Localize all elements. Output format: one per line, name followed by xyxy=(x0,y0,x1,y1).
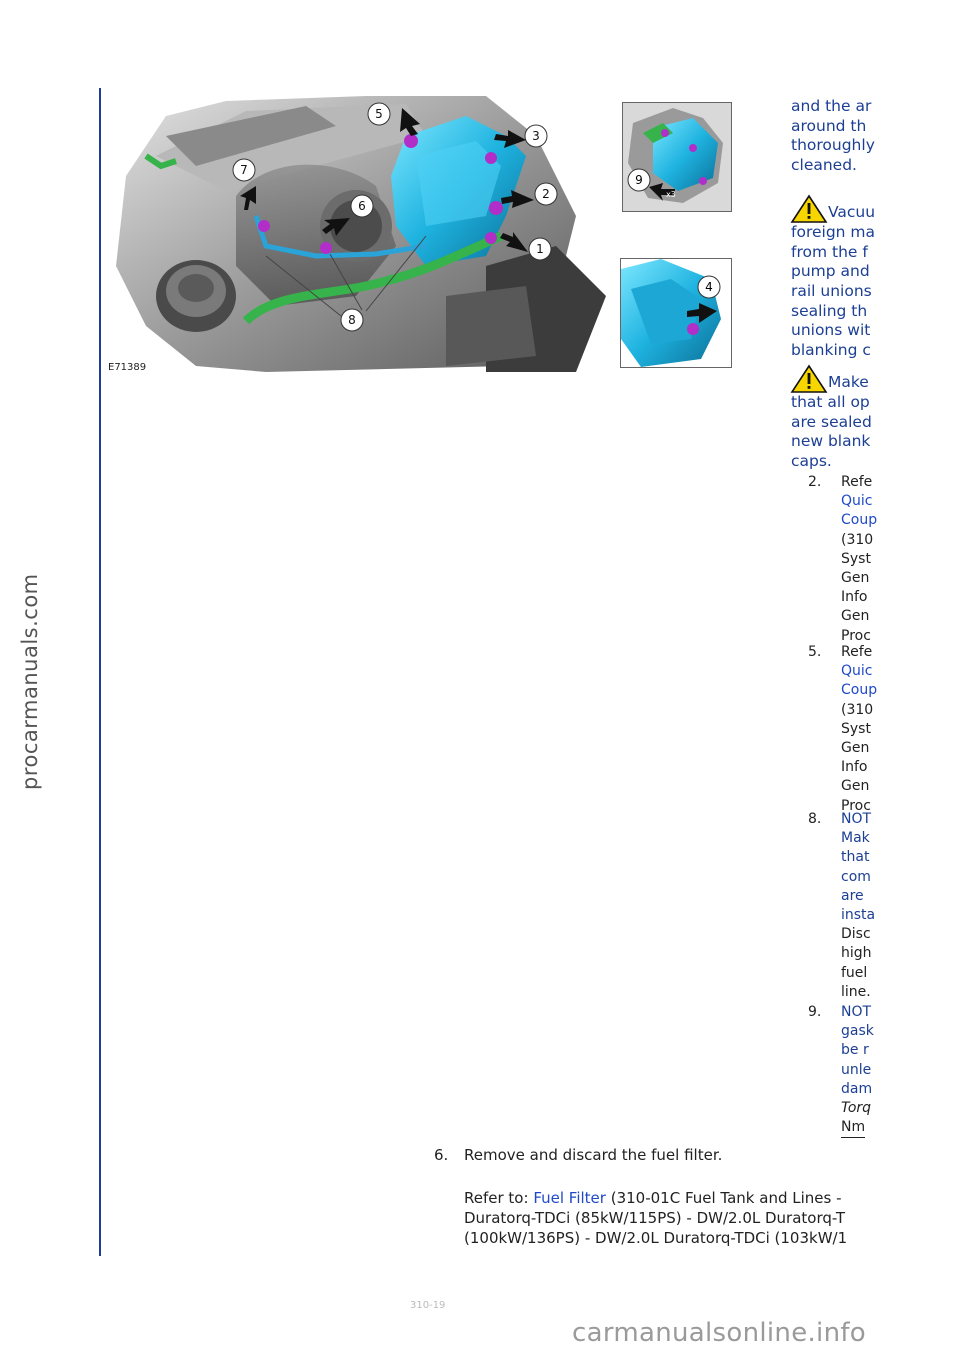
left-margin-rule xyxy=(99,88,101,1256)
callout-6 xyxy=(351,195,373,217)
substep-line: Info xyxy=(841,759,868,776)
substep-number: 8. xyxy=(808,811,822,827)
substep-line: Proc xyxy=(841,797,871,814)
quick-coupling-link[interactable]: Coup xyxy=(841,682,878,699)
svg-text:3: 3 xyxy=(532,129,540,143)
substep-line: Proc xyxy=(841,627,871,644)
quick-coupling-link[interactable]: Quic xyxy=(841,493,873,510)
page-number: 310-19 xyxy=(410,1300,446,1311)
warning-triangle-icon xyxy=(791,365,827,393)
substep-line: com xyxy=(841,868,871,885)
substep-line: (310 xyxy=(841,531,874,548)
substep-number: 2. xyxy=(808,474,822,490)
substep-line: gask xyxy=(841,1023,874,1040)
substep-line: Gen xyxy=(841,740,870,757)
inset-union-detail xyxy=(620,258,732,368)
step-number: 6. xyxy=(434,1146,449,1164)
substep-line: Refe xyxy=(841,644,873,660)
substep-line: Syst xyxy=(841,550,871,567)
substep-number: 9. xyxy=(808,1004,822,1020)
callout-2 xyxy=(535,183,557,205)
substep-5 xyxy=(808,643,878,820)
figure-code: E71389 xyxy=(108,362,147,373)
svg-text:1: 1 xyxy=(536,242,544,256)
substep-line: Syst xyxy=(841,720,871,737)
substep-line: insta xyxy=(841,907,876,924)
substep-line: (310 xyxy=(841,701,874,718)
caution-paragraph: and the ar around th thoroughly cleaned. xyxy=(791,97,875,175)
footer-watermark: carmanualsonline.info xyxy=(572,1318,867,1348)
warning-make-sure: Make that all op are sealed new blank caps. xyxy=(791,360,873,472)
svg-text:5: 5 xyxy=(375,107,383,121)
quick-coupling-link[interactable]: Coup xyxy=(841,512,878,529)
site-watermark-vertical: procarmanuals.com xyxy=(18,573,42,790)
substep-line: high xyxy=(841,945,872,962)
substep-line: line. xyxy=(841,983,871,1000)
substep-8 xyxy=(808,810,876,1006)
substep-line: are xyxy=(841,887,864,904)
refer-to-paragraph xyxy=(464,1188,873,1248)
substep-2 xyxy=(808,473,878,650)
callout-5 xyxy=(368,103,390,125)
callout-9: 9 xyxy=(635,173,643,187)
fuel-filter-link[interactable]: Fuel Filter xyxy=(533,1189,606,1207)
substep-line: Torq xyxy=(841,1100,872,1117)
inset-badge: x3 xyxy=(666,190,676,199)
substep-line: Nm xyxy=(841,1118,865,1138)
warning-triangle-icon xyxy=(791,195,827,223)
substep-line: dam xyxy=(841,1080,873,1097)
callout-4: 4 xyxy=(705,280,713,294)
substep-line: Mak xyxy=(841,830,870,847)
substep-line: Disc xyxy=(841,926,871,943)
callout-3 xyxy=(525,125,547,147)
step-text: Remove and discard the fuel filter. xyxy=(464,1146,723,1164)
substep-line: Refe xyxy=(841,474,873,490)
substep-9 xyxy=(808,1003,873,1141)
substep-line: that xyxy=(841,849,870,866)
substep-line: Info xyxy=(841,589,868,606)
substep-line: unle xyxy=(841,1061,872,1078)
refer-prefix: Refer to: xyxy=(464,1189,534,1207)
substep-line: Gen xyxy=(841,608,870,625)
svg-text:6: 6 xyxy=(358,199,366,213)
refer-line-3: (100kW/136PS) - DW/2.0L Duratorq-TDCi (103kW/1 xyxy=(464,1229,848,1247)
inset-pump-detail xyxy=(622,102,732,212)
refer-rest: (310-01C Fuel Tank and Lines - xyxy=(605,1189,842,1207)
substep-line: Gen xyxy=(841,570,870,587)
substep-line: NOT xyxy=(841,811,872,827)
svg-text:7: 7 xyxy=(240,163,248,177)
substep-line: fuel xyxy=(841,964,868,981)
callout-8 xyxy=(341,309,363,331)
svg-text:8: 8 xyxy=(348,313,356,327)
quick-coupling-link[interactable]: Quic xyxy=(841,663,873,680)
callout-1 xyxy=(529,238,551,260)
substep-line: be r xyxy=(841,1042,869,1059)
substep-number: 5. xyxy=(808,644,822,660)
substep-line: Gen xyxy=(841,778,870,795)
warning-vacuum: Vacuu foreign ma from the f pump and rail unions sealing th unions wit blanking c xyxy=(791,184,873,356)
svg-text:2: 2 xyxy=(542,187,550,201)
substep-line: NOT xyxy=(841,1004,872,1020)
refer-line-2: Duratorq-TDCi (85kW/115PS) - DW/2.0L Duratorq-T xyxy=(464,1209,846,1227)
callout-7 xyxy=(233,159,255,181)
